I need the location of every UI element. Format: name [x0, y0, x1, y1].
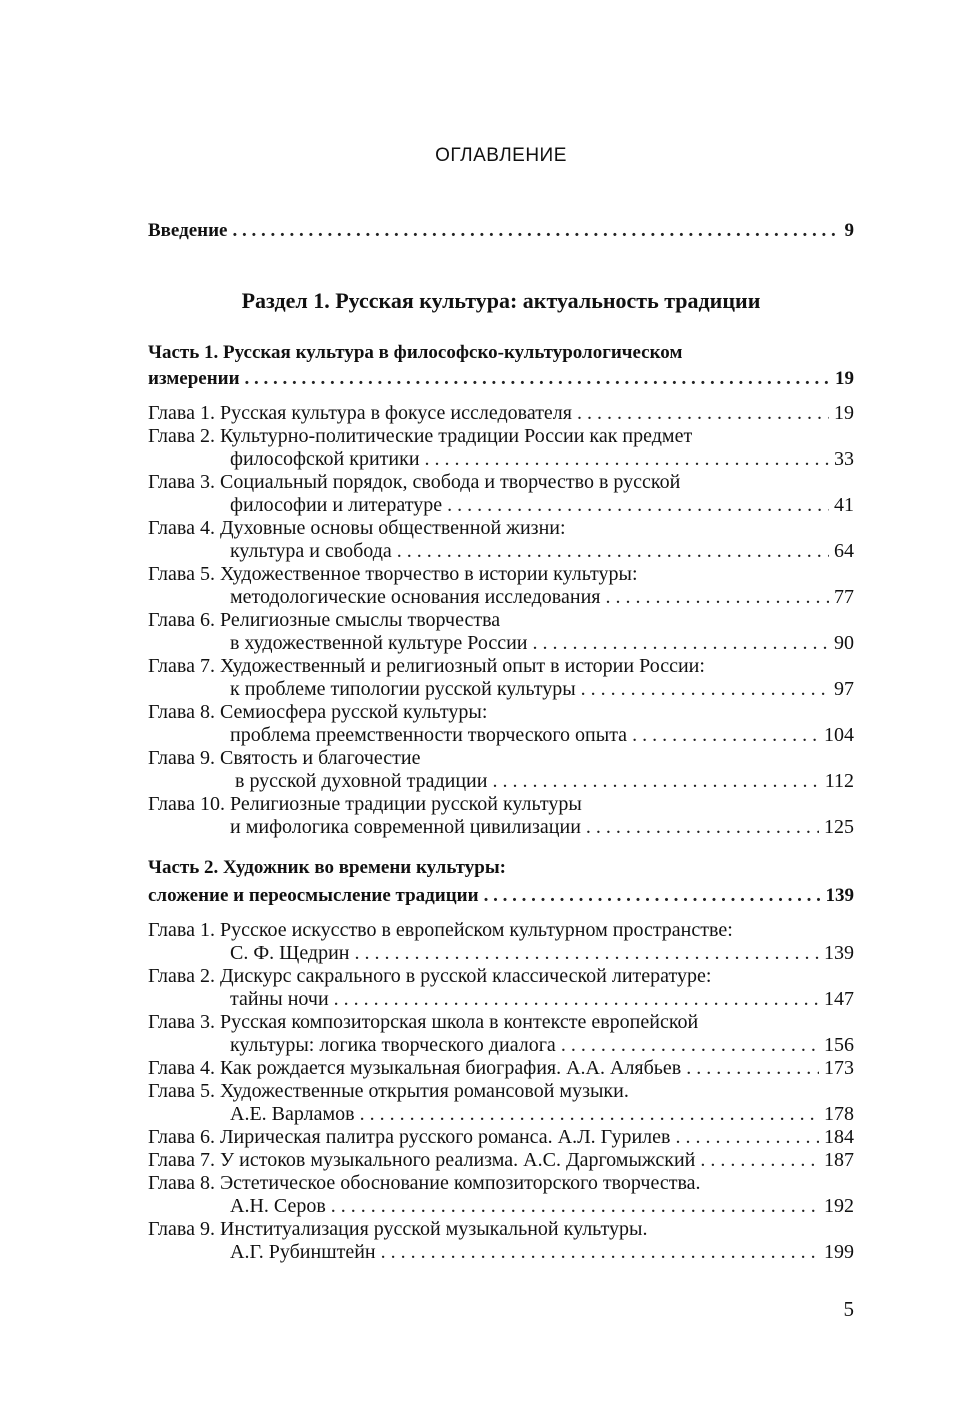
toc-chapter-2-5-line1: Глава 5. Художественные открытия романсовой музыки. — [148, 1080, 629, 1102]
toc-entry-page: 112 — [824, 770, 854, 792]
toc-entry-label: и мифологика современной цивилизации — [230, 816, 581, 838]
leader-dots — [561, 1033, 819, 1057]
toc-chapter-1-3-line1: Глава 3. Социальный порядок, свобода и творчество в русской — [148, 471, 681, 493]
toc-chapter-1-9-line2 — [148, 769, 854, 793]
leader-dots — [484, 884, 821, 908]
leader-dots — [447, 493, 829, 517]
leader-dots — [577, 401, 829, 425]
toc-chapter-1-2-line2 — [148, 447, 854, 471]
toc-entry-label: А.Г. Рубинштейн — [230, 1241, 376, 1263]
leader-dots — [533, 631, 830, 655]
toc-entry-page: 97 — [834, 678, 854, 700]
toc-chapter-2-5-line2 — [148, 1102, 854, 1126]
toc-chapter-1-7-line2 — [148, 677, 854, 701]
toc-entry-page: 19 — [835, 368, 854, 389]
leader-dots — [397, 539, 829, 563]
toc-entry-page: 125 — [824, 816, 854, 838]
toc-chapter-2-9-line1: Глава 9. Институализация русской музыкальной культуры. — [148, 1218, 648, 1240]
toc-entry-page: 33 — [834, 448, 854, 470]
toc-chapter-1-5-line2 — [148, 585, 854, 609]
leader-dots — [245, 367, 830, 391]
toc-entry-page: 19 — [834, 402, 854, 424]
toc-entry-label: сложение и переосмысление традиции — [148, 885, 479, 906]
toc-chapter-1-2-line1: Глава 2. Культурно-политические традиции России как предмет — [148, 425, 693, 447]
toc-chapter-1-10-line2 — [148, 815, 854, 839]
toc-entry-label: А.Е. Варламов — [230, 1103, 355, 1125]
leader-dots — [581, 677, 829, 701]
toc-entry-label: к проблеме типологии русской культуры — [230, 678, 576, 700]
toc-chapter-1-8-line1: Глава 8. Семиосфера русской культуры: — [148, 701, 488, 723]
toc-entry-label: Глава 6. Лирическая палитра русского романса. А.Л. Гурилев — [148, 1126, 671, 1148]
toc-chapter-1-4-line2 — [148, 539, 854, 563]
leader-dots — [632, 723, 819, 747]
toc-chapter-1-3-line2 — [148, 493, 854, 517]
toc-chapter-2-8-line2 — [148, 1194, 854, 1218]
toc-entry-page: 139 — [825, 885, 854, 906]
leader-dots — [700, 1148, 819, 1172]
toc-entry-page: 147 — [824, 988, 854, 1010]
leader-dots — [355, 941, 819, 965]
toc-entry-label: Введение — [148, 220, 228, 241]
toc-entry-page: 90 — [834, 632, 854, 654]
toc-entry-label: А.Н. Серов — [230, 1195, 326, 1217]
toc-chapter-2-6 — [148, 1125, 854, 1149]
toc-chapter-2-3-line1: Глава 3. Русская композиторская школа в контексте европейской — [148, 1011, 699, 1033]
toc-chapter-2-1-line2 — [148, 941, 854, 965]
leader-dots — [492, 769, 819, 793]
toc-entry-label: С. Ф. Щедрин — [230, 942, 350, 964]
toc-chapter-1-10-line1: Глава 10. Религиозные традиции русской культуры — [148, 793, 582, 815]
toc-entry-page: 184 — [824, 1126, 854, 1148]
toc-entry-label: в художественной культуре России — [230, 632, 528, 654]
toc-chapter-2-4 — [148, 1056, 854, 1080]
part1-heading-line1: Часть 1. Русская культура в философско-культурологическом — [148, 342, 683, 363]
toc-entry-page: 173 — [824, 1057, 854, 1079]
toc-entry-label: культуры: логика творческого диалога — [230, 1034, 556, 1056]
toc-chapter-2-2-line2 — [148, 987, 854, 1011]
toc-chapter-1-9-line1: Глава 9. Святость и благочестие — [148, 747, 421, 769]
leader-dots — [331, 1194, 819, 1218]
part2-heading-line2 — [148, 884, 854, 908]
toc-chapter-2-9-line2 — [148, 1240, 854, 1264]
toc-entry-label: философии и литературе — [230, 494, 443, 516]
toc-chapter-2-3-line2 — [148, 1033, 854, 1057]
leader-dots — [686, 1056, 819, 1080]
page-title: ОГЛАВЛЕНИЕ — [435, 145, 567, 166]
toc-chapter-2-2-line1: Глава 2. Дискурс сакрального в русской классической литературе: — [148, 965, 712, 987]
toc-entry-page: 199 — [824, 1241, 854, 1263]
toc-entry-label: философской критики — [230, 448, 420, 470]
leader-dots — [334, 987, 819, 1011]
toc-chapter-1-4-line1: Глава 4. Духовные основы общественной жизни: — [148, 517, 566, 539]
toc-entry-page: 64 — [834, 540, 854, 562]
toc-chapter-2-7 — [148, 1148, 854, 1172]
toc-entry-page: 104 — [824, 724, 854, 746]
toc-entry-page: 178 — [824, 1103, 854, 1125]
toc-entry-label: Глава 7. У истоков музыкального реализма. А.С. Даргомыжский — [148, 1149, 696, 1171]
toc-entry-page: 77 — [834, 586, 854, 608]
leader-dots — [381, 1240, 819, 1264]
toc-chapter-1-6-line1: Глава 6. Религиозные смыслы творчества — [148, 609, 501, 631]
leader-dots — [425, 447, 829, 471]
leader-dots — [586, 815, 819, 839]
toc-entry-page: 139 — [824, 942, 854, 964]
toc-chapter-2-1-line1: Глава 1. Русское искусство в европейском культурном пространстве: — [148, 919, 733, 941]
toc-entry-page: 156 — [824, 1034, 854, 1056]
leader-dots — [360, 1102, 819, 1126]
toc-entry-label: измерении — [148, 368, 240, 389]
leader-dots — [233, 219, 840, 243]
toc-entry-label: Глава 1. Русская культура в фокусе исследователя — [148, 402, 572, 424]
toc-chapter-1-5-line1: Глава 5. Художественное творчество в истории культуры: — [148, 563, 638, 585]
toc-chapter-1-6-line2 — [148, 631, 854, 655]
toc-entry-page: 187 — [824, 1149, 854, 1171]
toc-entry-page: 192 — [824, 1195, 854, 1217]
leader-dots — [675, 1125, 819, 1149]
leader-dots — [605, 585, 829, 609]
toc-entry-intro — [148, 219, 854, 243]
toc-entry-label: в русской духовной традиции — [230, 770, 488, 792]
toc-chapter-2-8-line1: Глава 8. Эстетическое обоснование композиторского творчества. — [148, 1172, 701, 1194]
toc-entry-page: 9 — [844, 220, 854, 241]
toc-entry-label: методологические основания исследования — [230, 586, 601, 608]
toc-chapter-1-7-line1: Глава 7. Художественный и религиозный опыт в истории России: — [148, 655, 705, 677]
toc-entry-label: Глава 4. Как рождается музыкальная биография. А.А. Алябьев — [148, 1057, 682, 1079]
part1-heading-line2 — [148, 367, 854, 391]
part2-heading-line1: Часть 2. Художник во времени культуры: — [148, 857, 506, 878]
toc-entry-label: тайны ночи — [230, 988, 329, 1010]
page-number: 5 — [843, 1297, 854, 1321]
toc-entry-page: 41 — [834, 494, 854, 516]
section-heading: Раздел 1. Русская культура: актуальность традиции — [241, 288, 761, 313]
toc-chapter-1-8-line2 — [148, 723, 854, 747]
toc-chapter-1-1 — [148, 401, 854, 425]
toc-entry-label: проблема преемственности творческого опыта — [230, 724, 628, 746]
toc-entry-label: культура и свобода — [230, 540, 392, 562]
